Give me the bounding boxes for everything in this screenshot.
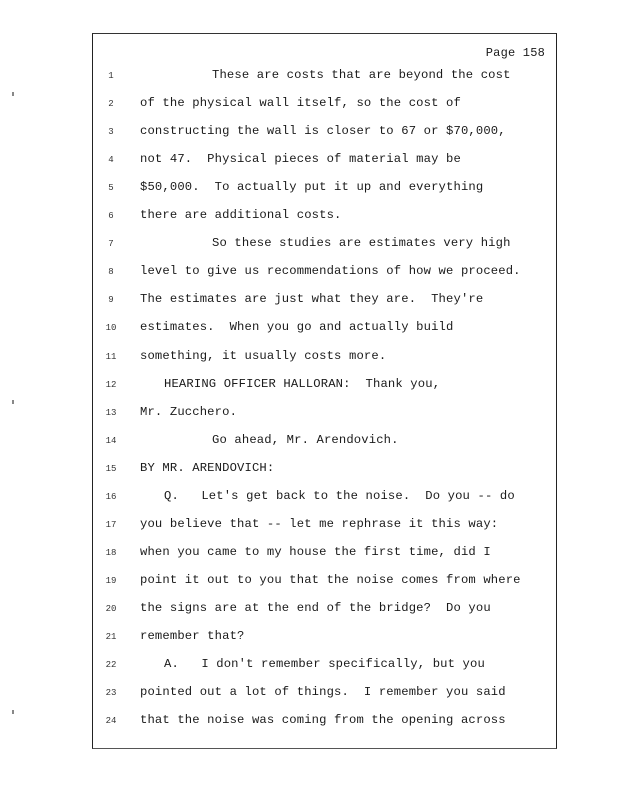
- line-text: constructing the wall is closer to 67 or $70,000,: [140, 124, 506, 139]
- line-text: estimates. When you go and actually build: [140, 320, 454, 335]
- transcript-line: [93, 489, 558, 509]
- line-number: 20: [105, 603, 117, 614]
- line-number: 15: [105, 463, 117, 474]
- line-number: 12: [105, 379, 117, 390]
- transcript-line: [93, 433, 558, 453]
- line-text: The estimates are just what they are. They're: [140, 292, 484, 307]
- line-text: there are additional costs.: [140, 208, 342, 223]
- transcript-page: [92, 33, 557, 749]
- line-number: 10: [105, 323, 117, 334]
- line-number: 8: [108, 267, 114, 278]
- line-number: 22: [105, 660, 117, 671]
- transcript-line: [93, 405, 558, 425]
- line-number: 4: [108, 155, 114, 166]
- transcript-line: [93, 573, 558, 593]
- transcript-line: [93, 208, 558, 228]
- line-text: pointed out a lot of things. I remember you said: [140, 685, 506, 700]
- transcript-line: [93, 685, 558, 705]
- line-number: 11: [105, 351, 117, 362]
- line-text: Mr. Zucchero.: [140, 404, 238, 419]
- line-number: 7: [108, 239, 114, 250]
- line-text: A. I don't remember specifically, but you: [164, 657, 485, 672]
- transcript-line: [93, 68, 558, 88]
- line-number: 13: [105, 407, 117, 418]
- line-text: BY MR. ARENDOVICH:: [140, 460, 275, 475]
- transcript-line: [93, 96, 558, 116]
- line-number: 16: [105, 491, 117, 502]
- line-text: $50,000. To actually put it up and everything: [140, 180, 484, 195]
- line-text: These are costs that are beyond the cost: [212, 68, 511, 82]
- transcript-line: [93, 264, 558, 284]
- scan-mark-top: [12, 92, 14, 96]
- transcript-line: [93, 320, 558, 340]
- page-number: Page 158: [485, 46, 545, 60]
- line-text: level to give us recommendations of how we proceed.: [140, 264, 521, 279]
- transcript-line: [93, 545, 558, 565]
- line-text: So these studies are estimates very high: [212, 236, 511, 251]
- line-number: 24: [105, 716, 117, 727]
- transcript-line: [93, 152, 558, 172]
- line-number: 18: [105, 547, 117, 558]
- line-number: 5: [108, 183, 114, 194]
- transcript-line: [93, 236, 558, 256]
- line-text: remember that?: [140, 629, 245, 643]
- line-number: 14: [105, 435, 117, 446]
- line-number: 1: [108, 71, 114, 81]
- transcript-line: [93, 461, 558, 481]
- line-number: 21: [105, 632, 117, 642]
- line-text: Q. Let's get back to the noise. Do you -- do: [164, 488, 515, 503]
- line-text: when you came to my house the first time, did I: [140, 544, 491, 559]
- line-text: point it out to you that the noise comes from where: [140, 572, 521, 587]
- transcript-line: [93, 124, 558, 144]
- line-number: 2: [108, 99, 114, 110]
- scan-mark-middle: [12, 400, 14, 404]
- scan-mark-bottom: [12, 710, 14, 714]
- line-text: something, it usually costs more.: [140, 348, 387, 363]
- line-number: 23: [105, 688, 117, 699]
- transcript-line: [93, 292, 558, 312]
- transcript-line: [93, 629, 558, 649]
- line-number: 19: [105, 575, 117, 586]
- transcript-line: [93, 657, 558, 677]
- line-text: not 47. Physical pieces of material may be: [140, 152, 461, 167]
- line-text: Go ahead, Mr. Arendovich.: [212, 432, 399, 447]
- line-text: that the noise was coming from the opening across: [140, 713, 506, 728]
- transcript-line: [93, 377, 558, 397]
- line-number: 3: [108, 127, 114, 138]
- line-number: 9: [108, 295, 114, 306]
- line-text: HEARING OFFICER HALLORAN: Thank you,: [164, 376, 441, 391]
- line-text: of the physical wall itself, so the cost of: [140, 96, 461, 111]
- transcript-line: [93, 601, 558, 621]
- line-number: 6: [108, 211, 114, 222]
- line-text: the signs are at the end of the bridge? Do you: [140, 600, 491, 615]
- transcript-line: [93, 517, 558, 537]
- transcript-line: [93, 349, 558, 369]
- line-number: 17: [105, 519, 117, 530]
- transcript-line: [93, 713, 558, 733]
- transcript-line: [93, 180, 558, 200]
- line-text: you believe that -- let me rephrase it this way:: [140, 516, 499, 531]
